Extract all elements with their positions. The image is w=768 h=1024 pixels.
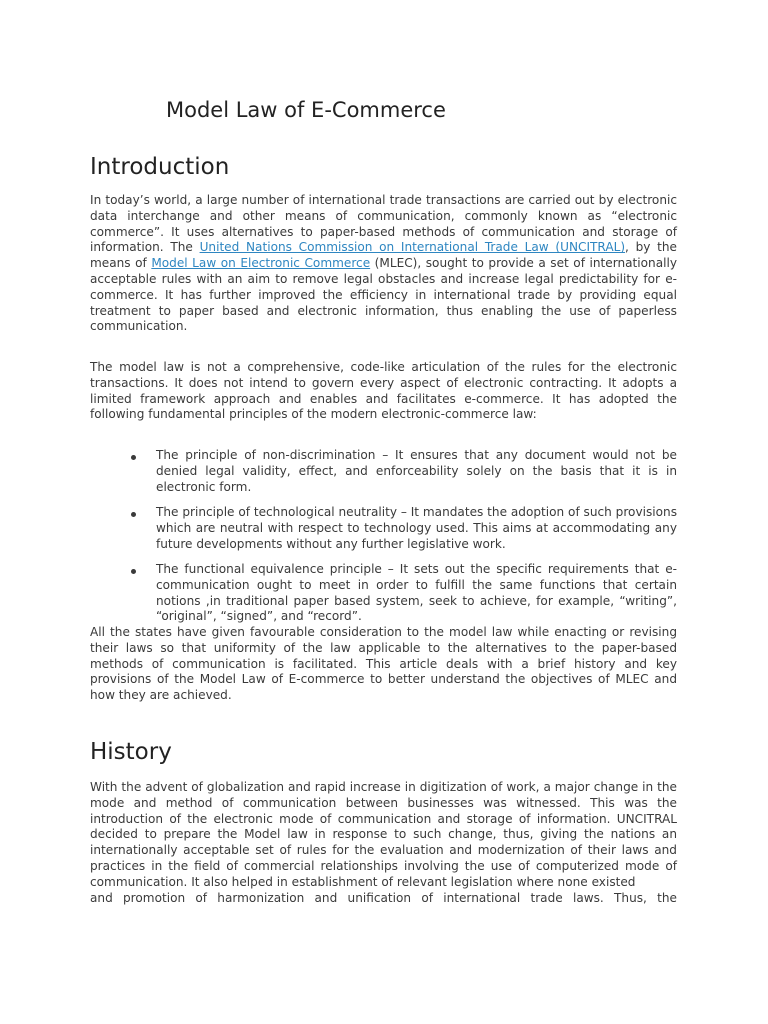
principle-functional-equivalence: The functional equivalence principle – It sets out the specific requirements that e-communication ought to meet in order to fulfill the same functions that certain notions ,in traditional paper based system, seek to achieve, for example, “writing”, “original”, “signed”, and “record”. — [156, 562, 677, 624]
intro-p1-text-c: (MLEC), sought to provide a set of internationally acceptable rules with an aim to remove legal obstacles and increase legal predictability for e-commerce. It has further improved the efficiency in international trade by providing equal treatment to paper based and electronic information, thus enabling the use of paperless communication. — [90, 256, 677, 334]
intro-p1-text-b: , by the means of — [90, 240, 677, 271]
uncitral-link[interactable]: United Nations Commission on International Trade Law (UNCITRAL) — [199, 240, 626, 255]
history-heading: History — [90, 739, 172, 765]
principle-non-discrimination: The principle of non-discrimination – It ensures that any document would not be denied legal validity, effect, and enforceability solely on the basis that it is in electronic form. — [156, 448, 677, 494]
introduction-paragraph-3: All the states have given favourable consideration to the model law while enacting or revising their laws so that uniformity of the law applicable to the alternatives to the paper-based methods of communication is facilitated. This article deals with a brief history and key provisions of the Model Law of E-commerce to better understand the objectives of MLEC and how they are achieved. — [90, 625, 677, 703]
bullet-icon — [131, 569, 136, 574]
bullet-icon — [131, 455, 136, 460]
history-paragraph-1 — [90, 780, 677, 906]
introduction-paragraph-2: The model law is not a comprehensive, code-like articulation of the rules for the electronic transactions. It does not intend to govern every aspect of electronic contracting. It adopts a limited framework approach and enables and facilitates e-commerce. It has adopted the following fundamental principles of the modern electronic-commerce law: — [90, 360, 677, 422]
history-p1-last-line: and promotion of harmonization and unification of international trade laws. Thus, the — [90, 890, 677, 905]
introduction-paragraph-1 — [90, 193, 677, 335]
principle-technological-neutrality: The principle of technological neutrality – It mandates the adoption of such provisions which are neutral with respect to technology used. This aims at accommodating any future developments without any further legislative work. — [156, 505, 677, 551]
intro-p1-text-a: In today’s world, a large number of international trade transactions are carried out by electronic data interchange and other means of communication, commonly known as “electronic commerce”. It uses alternatives to paper-based methods of communication and storage of information. The — [90, 193, 677, 255]
bullet-icon — [131, 512, 136, 517]
introduction-heading: Introduction — [90, 154, 230, 180]
document-title: Model Law of E-Commerce — [166, 98, 446, 122]
mlec-link[interactable]: Model Law on Electronic Commerce — [151, 256, 371, 271]
history-p1-text: With the advent of globalization and rapid increase in digitization of work, a major change in the mode and method of communication between businesses was witnessed. This was the introduction of the electronic mode of communication and storage of information. UNCITRAL decided to prepare the Model law in response to such change, thus, giving the nations an internationally acceptable set of rules for the evaluation and modernization of their laws and practices in the field of commercial relationships involving the use of computerized mode of communication. It also helped in establishment of relevant legislation where none existed — [90, 780, 677, 889]
